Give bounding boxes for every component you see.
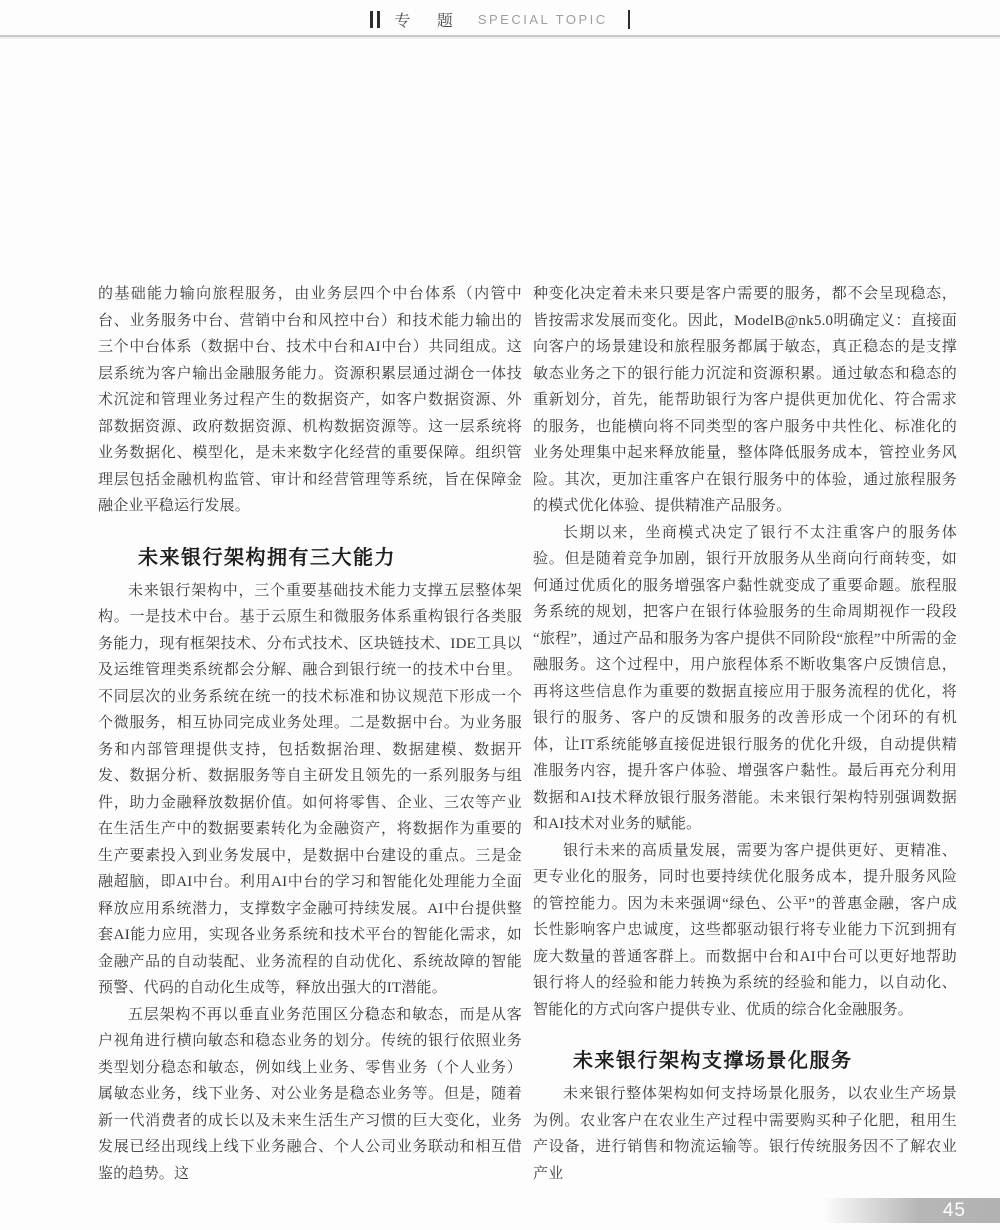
section-heading: 未来银行架构支撑场景化服务 xyxy=(573,1050,853,1072)
running-head-topic-cn: 专 题 xyxy=(394,12,464,30)
body-paragraph: 五层架构不再以垂直业务范围区分稳态和敏态，而是从客户视角进行横向敏态和稳态业务的划分。传统的银行依照业务类型划分稳态和敏态，例如线上业务、零售业务（个人业务）属敏态业务，线下业务、对公业务是稳态业务等。但是，随着新一代消费者的成长以及未来生活生产习惯的巨大变化，业务发展已经出现线上线下业务融合、个人公司业务联动和相互借鉴的趋势。这 xyxy=(98,1006,522,1182)
right-column xyxy=(533,281,957,1187)
footer-page-band xyxy=(822,1198,1000,1223)
body-paragraph: 银行未来的高质量发展，需要为客户提供更好、更精准、更专业化的服务，同时也要持续优化服务成本，提升服务风险的管控能力。因为未来强调“绿色、公平”的普惠金融，客户成长性影响客户忠诚度，这些都驱动银行将专业能力下沉到拥有庞大数量的普通客群上。而数据中台和AI中台可以更好地帮助银行将人的经验和能力转换为系统的经验和能力，以自动化、智能化的方式向客户提供专业、优质的综合化金融服务。 xyxy=(533,842,957,1018)
running-head xyxy=(0,5,1000,33)
body-paragraph: 未来银行架构中，三个重要基础技术能力支撑五层整体架构。一是技术中台。基于云原生和微服务体系重构银行各类服务能力，现有框架技术、分布式技术、区块链技术、IDE工具以及运维管理类系统都会分解、融合到银行统一的技术中台里。不同层次的业务系统在统一的技术标准和协议规范下形成一个个微服务，相互协同完成业务处理。二是数据中台。为业务服务和内部管理提供支持，包括数据治理、数据建模、数据开发、数据分析、数据服务等自主研发且领先的一系列服务与组件，助力金融释放数据价值。如何将零售、企业、三农等产业在生活生产中的数据要素转化为金融资产，将数据作为重要的生产要素投入到业务发展中，是数据中台建设的重点。三是金融超脑，即AI中台。利用AI中台的学习和智能化处理能力全面释放应用系统潜力，支撑数字金融可持续发展。AI中台提供整套AI能力应用，实现各业务系统和技术平台的智能化需求，如金融产品的自动装配、业务流程的自动优化、系统故障的智能预警、代码的自动化生成等，释放出强大的IT潜能。 xyxy=(98,582,522,996)
body-paragraph: 的基础能力输向旅程服务，由业务层四个中台体系（内管中台、业务服务中台、营销中台和风控中台）和技术能力输出的三个中台体系（数据中台、技术中台和AI中台）共同组成。这层系统为客户输出金融服务能力。资源积累层通过湖仓一体技术沉淀和管理业务过程产生的数据资产，如客户数据资源、外部数据资源、政府数据资源、机构数据资源等。这一层系统将业务数据化、模型化，是未来数字化经营的重要保障。组织管理层包括金融机构监管、审计和经营管理等系统，旨在保障金融企业平稳运行发展。 xyxy=(98,286,522,514)
body-paragraph: 长期以来，坐商模式决定了银行不太注重客户的服务体验。但是随着竞争加剧，银行开放服务从坐商向行商转变，如何通过优质化的服务增强客户黏性就变成了重要命题。旅程服务系统的规划，把客户在银行体验服务的生命周期视作一段段“旅程”，通过产品和服务为客户提供不同阶段“旅程”中所需的金融服务。这个过程中，用户旅程体系不断收集客户反馈信息，再将这些信息作为重要的数据直接应用于服务流程的优化，将银行的服务、客户的反馈和服务的改善形成一个闭环的有机体，让IT系统能够直接促进银行服务的优化升级，自动提供精准服务内容，提升客户体验、增强客户黏性。最后再充分利用数据和AI技术释放银行服务潜能。未来银行架构特别强调数据和AI技术对业务的赋能。 xyxy=(533,524,957,832)
page-number: 45 xyxy=(942,1200,966,1221)
left-column xyxy=(98,281,522,1187)
body-paragraph: 未来银行整体架构如何支持场景化服务，以农业生产场景为例。农业客户在农业生产过程中需要购买种子化肥，租用生产设备，进行销售和物流运输等。银行传统服务因不了解农业产业 xyxy=(533,1086,957,1182)
page-top-scan-line-light xyxy=(0,37,1000,39)
double-bar-icon xyxy=(370,11,380,28)
running-head-topic-en: SPECIAL TOPIC xyxy=(477,11,608,27)
section-heading: 未来银行架构拥有三大能力 xyxy=(138,546,396,569)
body-paragraph: 种变化决定着未来只要是客户需要的服务，都不会呈现稳态，皆按需求发展而变化。因此，ModelB@nk5.0明确定义：直接面向客户的场景建设和旅程服务都属于敏态，真正稳态的是支撑敏态业务之下的银行能力沉淀和资源积累。通过敏态和稳态的重新划分，首先，能帮助银行为客户提供更加优化、符合需求的服务，也能横向将不同类型的客户服务中共性化、标准化的业务处理集中起来释放能量，整体降低服务成本，管控业务风险。其次，更加注重客户在银行服务中的体验，通过旅程服务的模式优化体验、提供精准产品服务。 xyxy=(533,286,957,514)
single-bar-icon xyxy=(628,10,630,29)
